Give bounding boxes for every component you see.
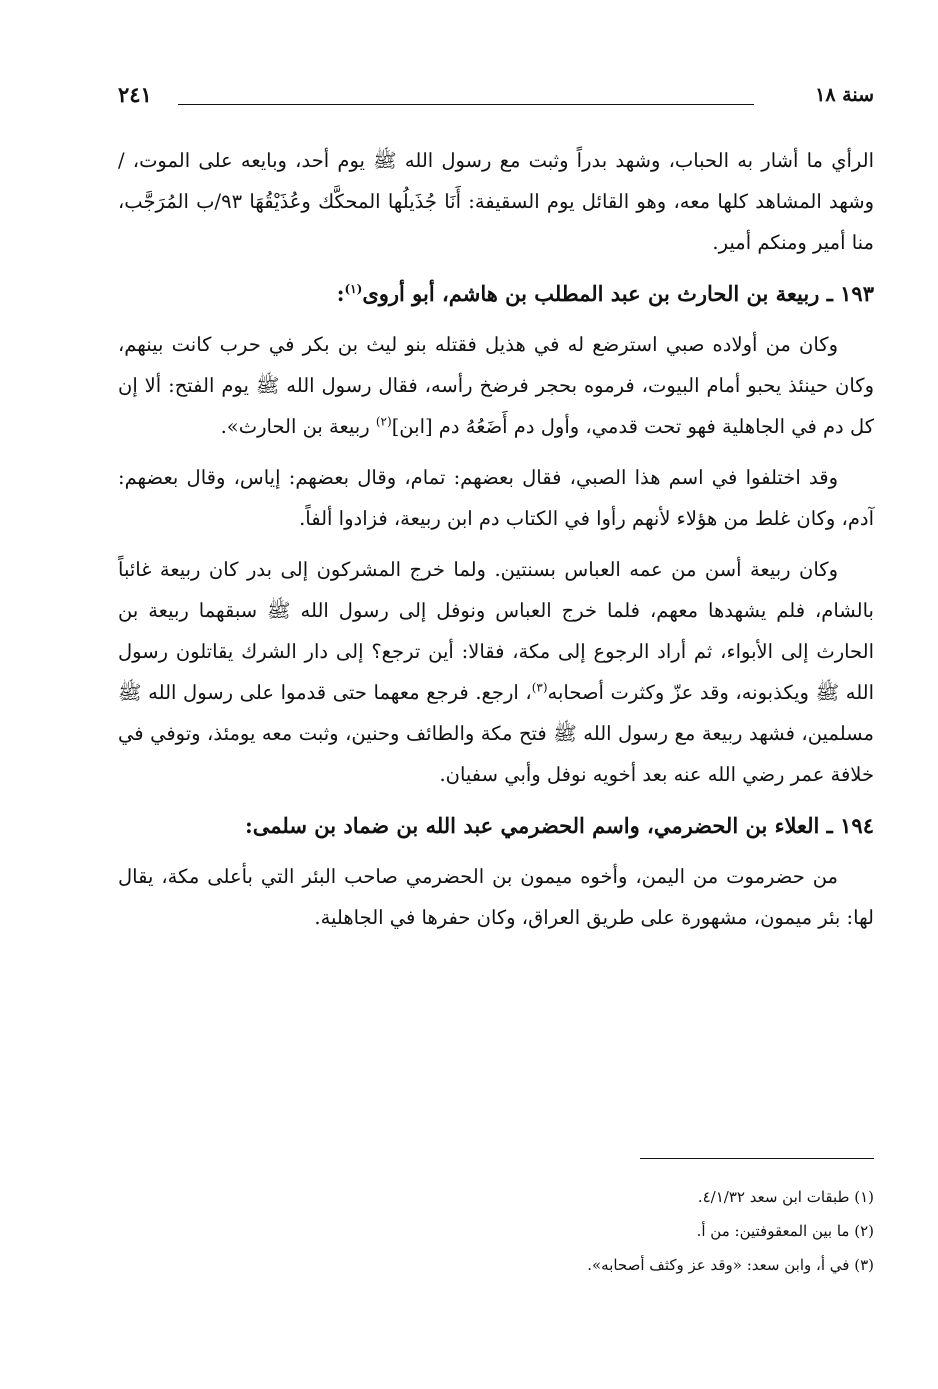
entry-heading-193-colon: : xyxy=(336,281,345,306)
paragraph-2-text-b: ربيعة بن الحارث». xyxy=(220,415,370,438)
paragraph-1-text-a: الرأي ما أشار به الحباب، وشهد بدراً وثبت مع رسول الله ﷺ يوم أحد، وبايعه على الموت، / وشهد المشاهد كلها معه، وهو القائل يوم السقيفة: أَنَا جُذَيلُها المحكَّك وعُذَيْقُهَا xyxy=(118,149,875,213)
footnote-3: (٣) في أ، وابن سعد: «وقد عز وكثف أصحابه». xyxy=(587,1256,874,1274)
running-header-year: سنة ١٨ xyxy=(815,84,874,106)
footnote-ref-2[interactable]: (٢) xyxy=(375,414,392,429)
entry-heading-193 xyxy=(118,273,874,314)
paragraph-2-text-a: وكان من أولاده صبي استرضع له في هذيل فقتله بنو ليث بن بكر في حرب كانت بينهم، وكان حينئذ يحبو أمام البيوت، فرموه بحجر فرضخ رأسه، فقال رسول الله ﷺ يوم الفتح: ألا إن كل دم في الجاهلية فهو تحت قدمي، وأول دم أَضَعُهُ دم [ابن] xyxy=(118,333,874,438)
footnote-2: (٢) ما بين المعقوفتين: من أ. xyxy=(696,1222,874,1240)
paragraph-4-text-b: ، ارجع. فرجع معهما حتى قدموا على رسول الله ﷺ مسلمين، فشهد ربيعة مع رسول الله ﷺ فتح مكة والطائف وحنين، وثبت معه يومئذ، وتوفي في خلافة عمر رضي الله عنه بعد أخويه نوفل وأبي سفيان. xyxy=(118,681,874,786)
page-number: ٢٤١ xyxy=(118,82,152,107)
paragraph-4-text-a: وكان ربيعة أسن من عمه العباس بسنتين. ولما خرج المشركون إلى بدر كان ربيعة غائباً بالشام، فلم يشهدها معهم، فلما خرج العباس ونوفل إلى رسول الله ﷺ سبقهما ربيعة بن الحارث إلى الأبواء، ثم أراد الرجوع إلى مكة، فقالا: أين ترجع؟ إلى دار الشرك يقاتلون رسول الله ﷺ ويكذبونه، وقد عزّ وكثرت أصحابه xyxy=(118,558,875,704)
footnote-ref-1[interactable]: (١) xyxy=(344,282,363,296)
entry-heading-194: ١٩٤ ـ العلاء بن الحضرمي، واسم الحضرمي عبد الله بن ضماد بن سلمى: xyxy=(245,813,874,838)
footnote-ref-3[interactable]: (٣) xyxy=(531,680,548,695)
paragraph-2 xyxy=(118,324,874,447)
footnote-separator xyxy=(640,1158,874,1159)
footnote-1: (١) طبقات ابن سعد ٤/١/٣٢. xyxy=(697,1188,874,1206)
paragraph-4 xyxy=(118,549,874,795)
entry-heading-193-text: ١٩٣ ـ ربيعة بن الحارث بن عبد المطلب بن هاشم، أبو أروى xyxy=(362,281,874,306)
header-rule xyxy=(178,104,754,105)
paragraph-1-text-b: المُرَجَّب، منا أمير ومنكم أمير. xyxy=(118,190,874,254)
running-header xyxy=(118,84,874,124)
main-text xyxy=(118,140,874,948)
paragraph-3: وقد اختلفوا في اسم هذا الصبي، فقال بعضهم: تمام، وقال بعضهم: إياس، وقال بعضهم: آدم، وكان غلط من هؤلاء لأنهم رأوا في الكتاب دم ابن ربيعة، فزادوا ألفاً. xyxy=(118,466,874,530)
paragraph-1 xyxy=(118,140,874,263)
manuscript-folio-marker: ٩٣/ب xyxy=(196,190,243,213)
footnotes xyxy=(118,1180,874,1282)
paragraph-5: من حضرموت من اليمن، وأخوه ميمون بن الحضرمي صاحب البئر التي بأعلى مكة، يقال لها: بئر ميمون، مشهورة على طريق العراق، وكان حفرها في الجاهلية. xyxy=(118,865,874,929)
